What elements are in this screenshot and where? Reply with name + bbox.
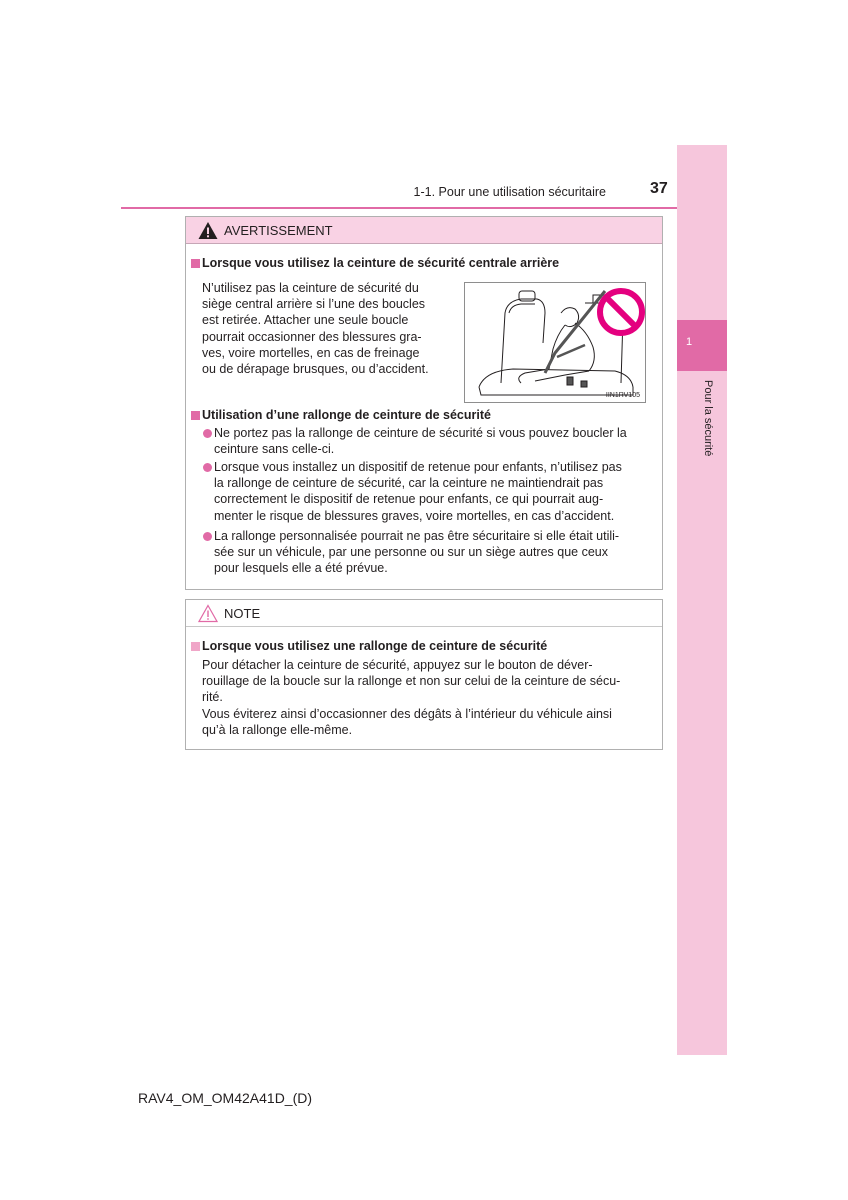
bullet-dot [203,429,212,438]
bullet-item [214,459,659,524]
text-line: Pour détacher la ceinture de sécurité, appuyez sur le bouton de déver- [202,658,593,672]
text-line: rouillage de la boucle sur la rallonge et non sur celui de la ceinture de sécu- [202,674,621,689]
chapter-label: Pour la sécurité [702,380,714,457]
text-line: la rallonge de ceinture de sécurité, car la ceinture ne maintiendrait pas [214,476,604,491]
text-line: ceinture sans celle-ci. [214,442,335,457]
section-square-marker [191,411,200,420]
figure-code: IIN1RV105 [605,392,640,399]
note-paragraph [202,657,654,738]
text-line: ou de dérapage brusques, ou d’accident. [202,362,429,377]
text-line: Lorsque vous installez un dispositif de retenue pour enfants, n’utilisez pas [214,460,622,474]
section-heading: Lorsque vous utilisez la ceinture de sécurité centrale arrière [202,256,560,270]
warning-title: AVERTISSEMENT [224,223,333,238]
text-line: N’utilisez pas la ceinture de sécurité du [202,281,419,295]
text-line: sée sur un véhicule, par une personne ou sur un siège autres que ceux [214,545,609,560]
text-line: Vous éviterez ainsi d’occasionner des dégâts à l’intérieur du véhicule ainsi [202,706,612,721]
seatbelt-illustration [464,282,646,403]
document-code: RAV4_OM_OM42A41D_(D) [138,1090,313,1106]
header-rule [121,207,677,209]
text-line: est retirée. Attacher une seule boucle [202,313,409,328]
text-line: qu’à la rallonge elle-même. [202,722,353,737]
text-line: ves, voire mortelles, en cas de freinage [202,345,420,360]
section-heading: Utilisation d’une rallonge de ceinture de sécurité [202,408,491,422]
note-title: NOTE [224,606,261,621]
text-line: Ne portez pas la rallonge de ceinture de sécurité si vous pouvez boucler la [214,426,627,440]
chapter-tab-active[interactable] [677,320,727,371]
chapter-side-tab [677,145,727,1055]
bullet-dot [203,463,212,472]
rear-seat-drawing [465,283,646,403]
warning-header [186,217,662,244]
page-number: 37 [650,180,668,197]
section-square-marker [191,642,200,651]
chapter-number: 1 [686,336,693,348]
bullet-item [214,528,659,577]
warning-box [185,216,663,590]
prohibited-icon [600,291,642,333]
bullet-item [214,425,659,457]
text-line: pourrait occasionner des blessures gra- [202,329,422,344]
text-line: menter le risque de blessures graves, voire mortelles, en cas d’accident. [214,508,615,523]
bullet-dot [203,532,212,541]
section-square-marker [191,259,200,268]
text-line: La rallonge personnalisée pourrait ne pas être sécuritaire si elle était utili- [214,529,620,543]
warning-triangle-icon [198,221,218,240]
text-line: correctement le dispositif de retenue pour enfants, ce qui pourrait aug- [214,492,604,507]
warning-paragraph [202,280,448,377]
text-line: pour lesquels elle a été prévue. [214,561,388,576]
text-line: rité. [202,690,223,705]
note-box [185,599,663,750]
text-line: siège central arrière si l’une des boucles [202,297,426,312]
section-title: 1-1. Pour une utilisation sécuritaire [413,185,606,199]
note-header [186,600,662,627]
caution-outline-triangle-icon [198,604,218,623]
note-heading: Lorsque vous utilisez une rallonge de ceinture de sécurité [202,639,548,653]
